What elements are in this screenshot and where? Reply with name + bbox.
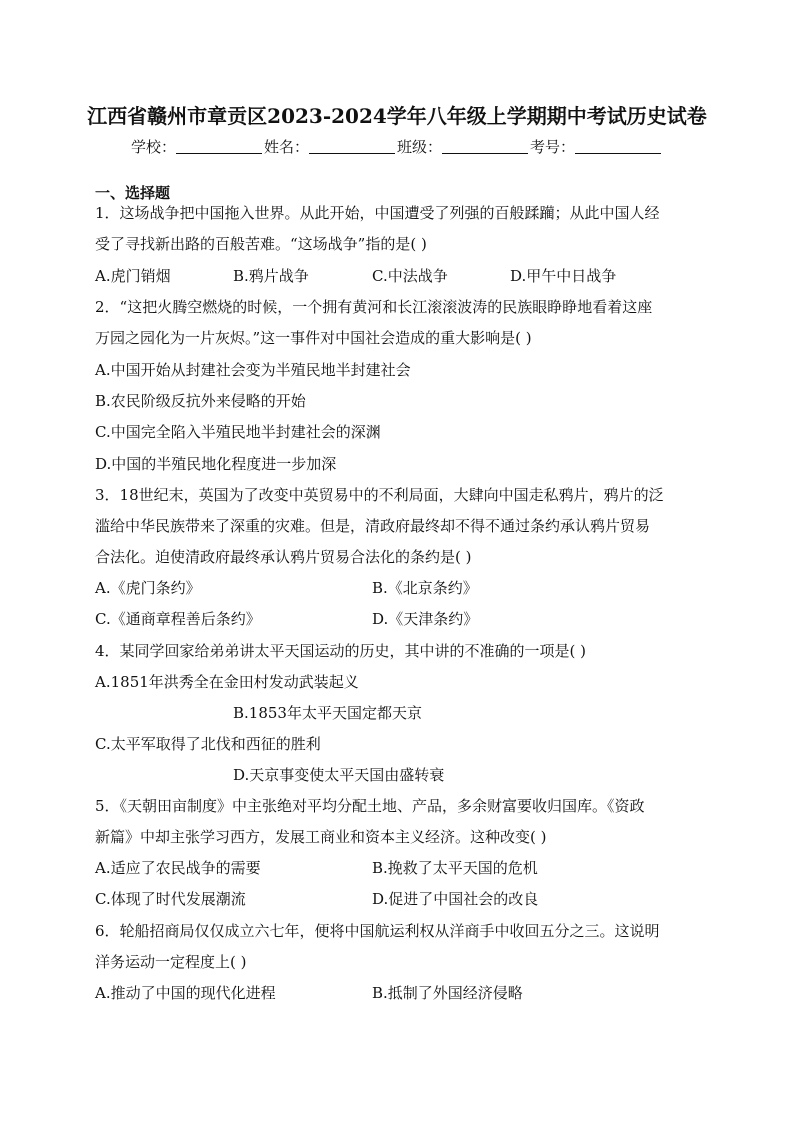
school-label: 学校： <box>130 138 176 156</box>
question-3-option-b: B.《北京条约》 <box>372 579 478 597</box>
question-3-stem-line-2: 滥给中华民族带来了深重的灾难。但是，清政府最终却不得不通过条约承认鸦片贸易 <box>95 517 651 535</box>
question-2-option-a: A.中国开始从封建社会变为半殖民地半封建社会 <box>95 361 411 379</box>
question-4-option-a: A.1851年洪秀全在金田村发动武装起义 <box>95 673 359 691</box>
question-6-option-b: B.抵制了外国经济侵略 <box>372 984 523 1002</box>
question-5-option-a: A.适应了农民战争的需要 <box>95 859 261 877</box>
question-3-option-d: D.《天津条约》 <box>372 610 479 628</box>
section-heading: 一、选择题 <box>95 184 171 202</box>
school-blank[interactable] <box>176 139 262 154</box>
exam-number-blank[interactable] <box>575 139 661 154</box>
question-2-stem-line-2: 万园之园化为一片灰烬。”这一事件对中国社会造成的重大影响是( ) <box>95 329 532 347</box>
question-5-option-d: D.促进了中国社会的改良 <box>372 890 539 908</box>
student-info-row <box>0 136 794 157</box>
question-2-stem-line-1: 2．“这把火腾空燃烧的时候，一个拥有黄河和长江滚滚波涛的民族眼睁睁地看着这座 <box>95 298 653 316</box>
question-1-stem-line-2: 受了寻找新出路的百般苦难。“这场战争”指的是( ) <box>95 235 427 253</box>
question-4-option-c: C.太平军取得了北伐和西征的胜利 <box>95 735 321 753</box>
class-blank[interactable] <box>442 139 528 154</box>
class-label: 班级： <box>397 138 443 156</box>
question-1-option-b: B.鸦片战争 <box>233 267 309 285</box>
class-field <box>397 136 530 157</box>
question-5-option-c: C.体现了时代发展潮流 <box>95 890 246 908</box>
question-5-stem-line-2: 新篇》中却主张学习西方，发展工商业和资本主义经济。这种改变( ) <box>95 828 547 846</box>
question-3-option-c: C.《通商章程善后条约》 <box>95 610 261 628</box>
question-6-option-a: A.推动了中国的现代化进程 <box>95 984 276 1002</box>
question-1-stem-line-1: 1．这场战争把中国拖入世界。从此开始，中国遭受了列强的百般蹂躏；从此中国人经 <box>95 204 660 222</box>
question-5-option-b: B.挽救了太平天国的危机 <box>372 859 538 877</box>
name-blank[interactable] <box>309 139 395 154</box>
exam-title: 江西省赣州市章贡区2023-2024学年八年级上学期期中考试历史试卷 <box>87 104 707 128</box>
school-field <box>131 136 264 157</box>
question-1-option-d: D.甲午中日战争 <box>510 267 617 285</box>
question-3-stem-line-1: 3．18世纪末，英国为了改变中英贸易中的不利局面，大肆向中国走私鸦片，鸦片的泛 <box>95 486 664 504</box>
question-3-stem-line-3: 合法化。迫使清政府最终承认鸦片贸易合法化的条约是( ) <box>95 548 472 566</box>
question-6-stem-line-2: 洋务运动一定程度上( ) <box>95 953 247 971</box>
question-4-stem-line-1: 4．某同学回家给弟弟讲太平天国运动的历史，其中讲的不准确的一项是( ) <box>95 642 587 660</box>
question-2-option-c: C.中国完全陷入半殖民地半封建社会的深渊 <box>95 423 381 441</box>
name-field <box>264 136 397 157</box>
question-2-option-b: B.农民阶级反抗外来侵略的开始 <box>95 392 306 410</box>
exam-number-field <box>530 136 663 157</box>
question-2-option-d: D.中国的半殖民地化程度进一步加深 <box>95 455 337 473</box>
question-4-option-d: D.天京事变使太平天国由盛转衰 <box>233 766 445 784</box>
question-6-stem-line-1: 6．轮船招商局仅仅成立六七年，便将中国航运利权从洋商手中收回五分之三。这说明 <box>95 922 660 940</box>
question-5-stem-line-1: 5．《天朝田亩制度》中主张绝对平均分配土地、产品，多余财富要收归国库。《资政 <box>95 797 645 815</box>
question-1-option-c: C.中法战争 <box>372 267 448 285</box>
question-4-option-b: B.1853年太平天国定都天京 <box>233 704 422 722</box>
exam-number-label: 考号： <box>530 138 576 156</box>
question-3-option-a: A.《虎门条约》 <box>95 579 201 597</box>
question-1-option-a: A.虎门销烟 <box>95 267 171 285</box>
name-label: 姓名： <box>263 138 309 156</box>
